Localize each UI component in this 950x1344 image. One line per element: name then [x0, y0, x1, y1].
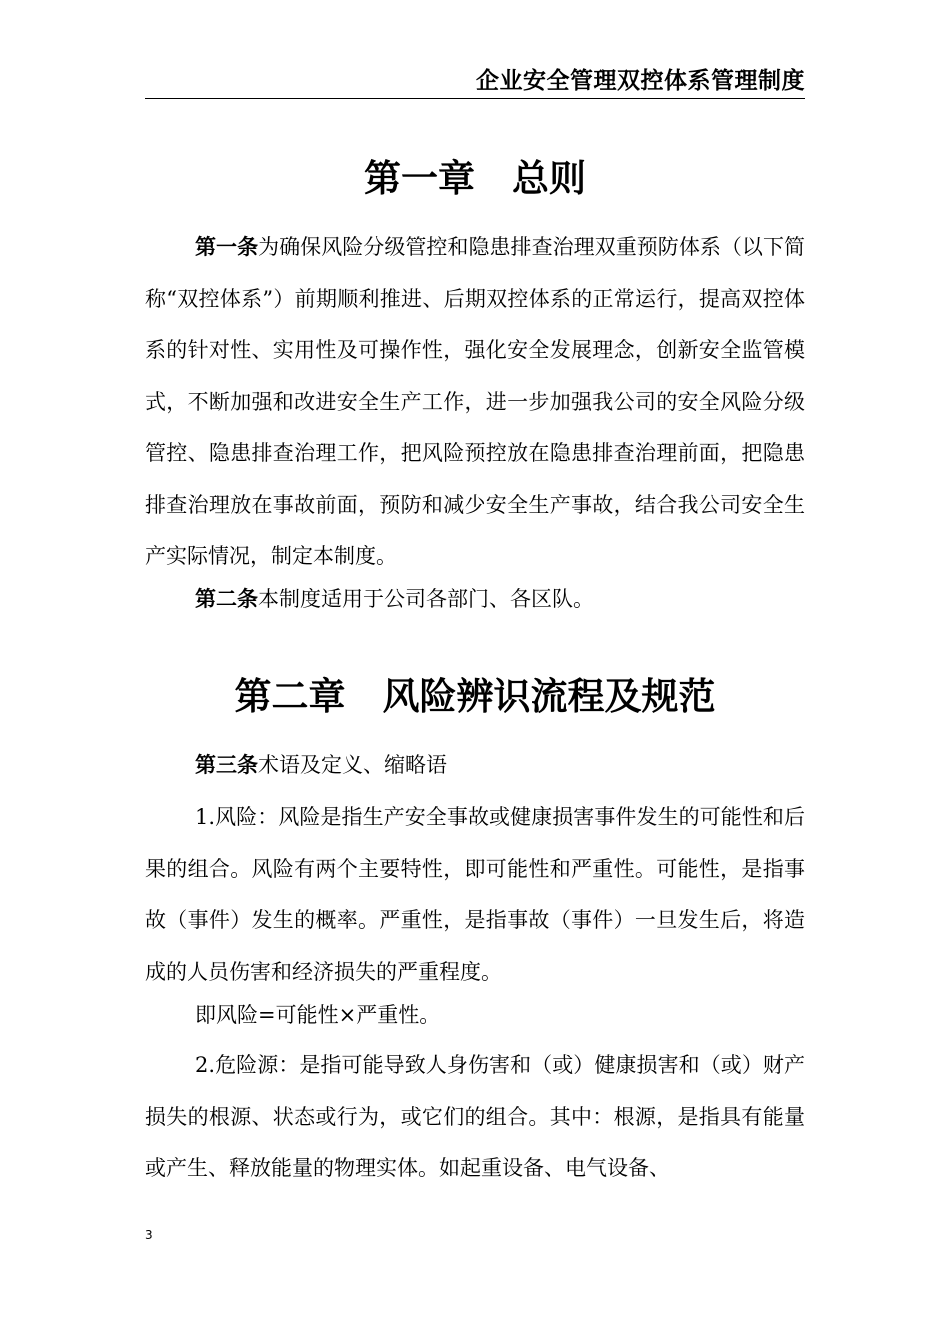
definition-hazard: 2.危险源：是指可能导致人身伤害和（或）健康损害和（或）财产损失的根源、状态或行为，或它们的组合。其中：根源，是指具有能量或产生、释放能量的物理实体。如起重设备、电气设备、: [145, 1053, 805, 1180]
chapter-2-title: 第二章 风险辨识流程及规范: [234, 675, 716, 718]
header-rule: [145, 98, 805, 99]
article-3-text: 术语及定义、缩略语: [258, 753, 447, 777]
page-number: 3: [145, 1228, 153, 1242]
article-1-text: 为确保风险分级管控和隐患排查治理双重预防体系（以下简称“双控体系”）前期顺利推进、后期双控体系的正常运行，提高双控体系的针对性、实用性及可操作性，强化安全发展理念，创新安全监管模式，不断加强和改进安全生产工作，进一步加强我公司的安全风险分级管控、隐患排查治理工作，把风险预控放在隐患排查治理前面，把隐患排查治理放在事故前面，预防和减少安全生产事故，结合我公司安全生产实际情况，制定本制度。: [145, 235, 805, 568]
running-header: 企业安全管理双控体系管理制度: [476, 68, 805, 94]
article-3: [145, 740, 805, 792]
article-3-label: 第三条: [195, 753, 258, 777]
chapter-1-title: 第一章 总则: [364, 157, 586, 200]
article-2-text: 本制度适用于公司各部门、各区队。: [258, 587, 594, 611]
article-2-label: 第二条: [195, 587, 258, 611]
risk-formula: 即风险=可能性×严重性。: [195, 1003, 441, 1027]
article-1: [145, 222, 805, 583]
definition-risk: 1.风险：风险是指生产安全事故或健康损害事件发生的可能性和后果的组合。风险有两个主要特性，即可能性和严重性。可能性，是指事故（事件）发生的概率。严重性，是指事故（事件）一旦发生后，将造成的人员伤害和经济损失的严重程度。: [145, 805, 805, 984]
article-1-label: 第一条: [195, 235, 259, 259]
article-2: [145, 574, 805, 626]
